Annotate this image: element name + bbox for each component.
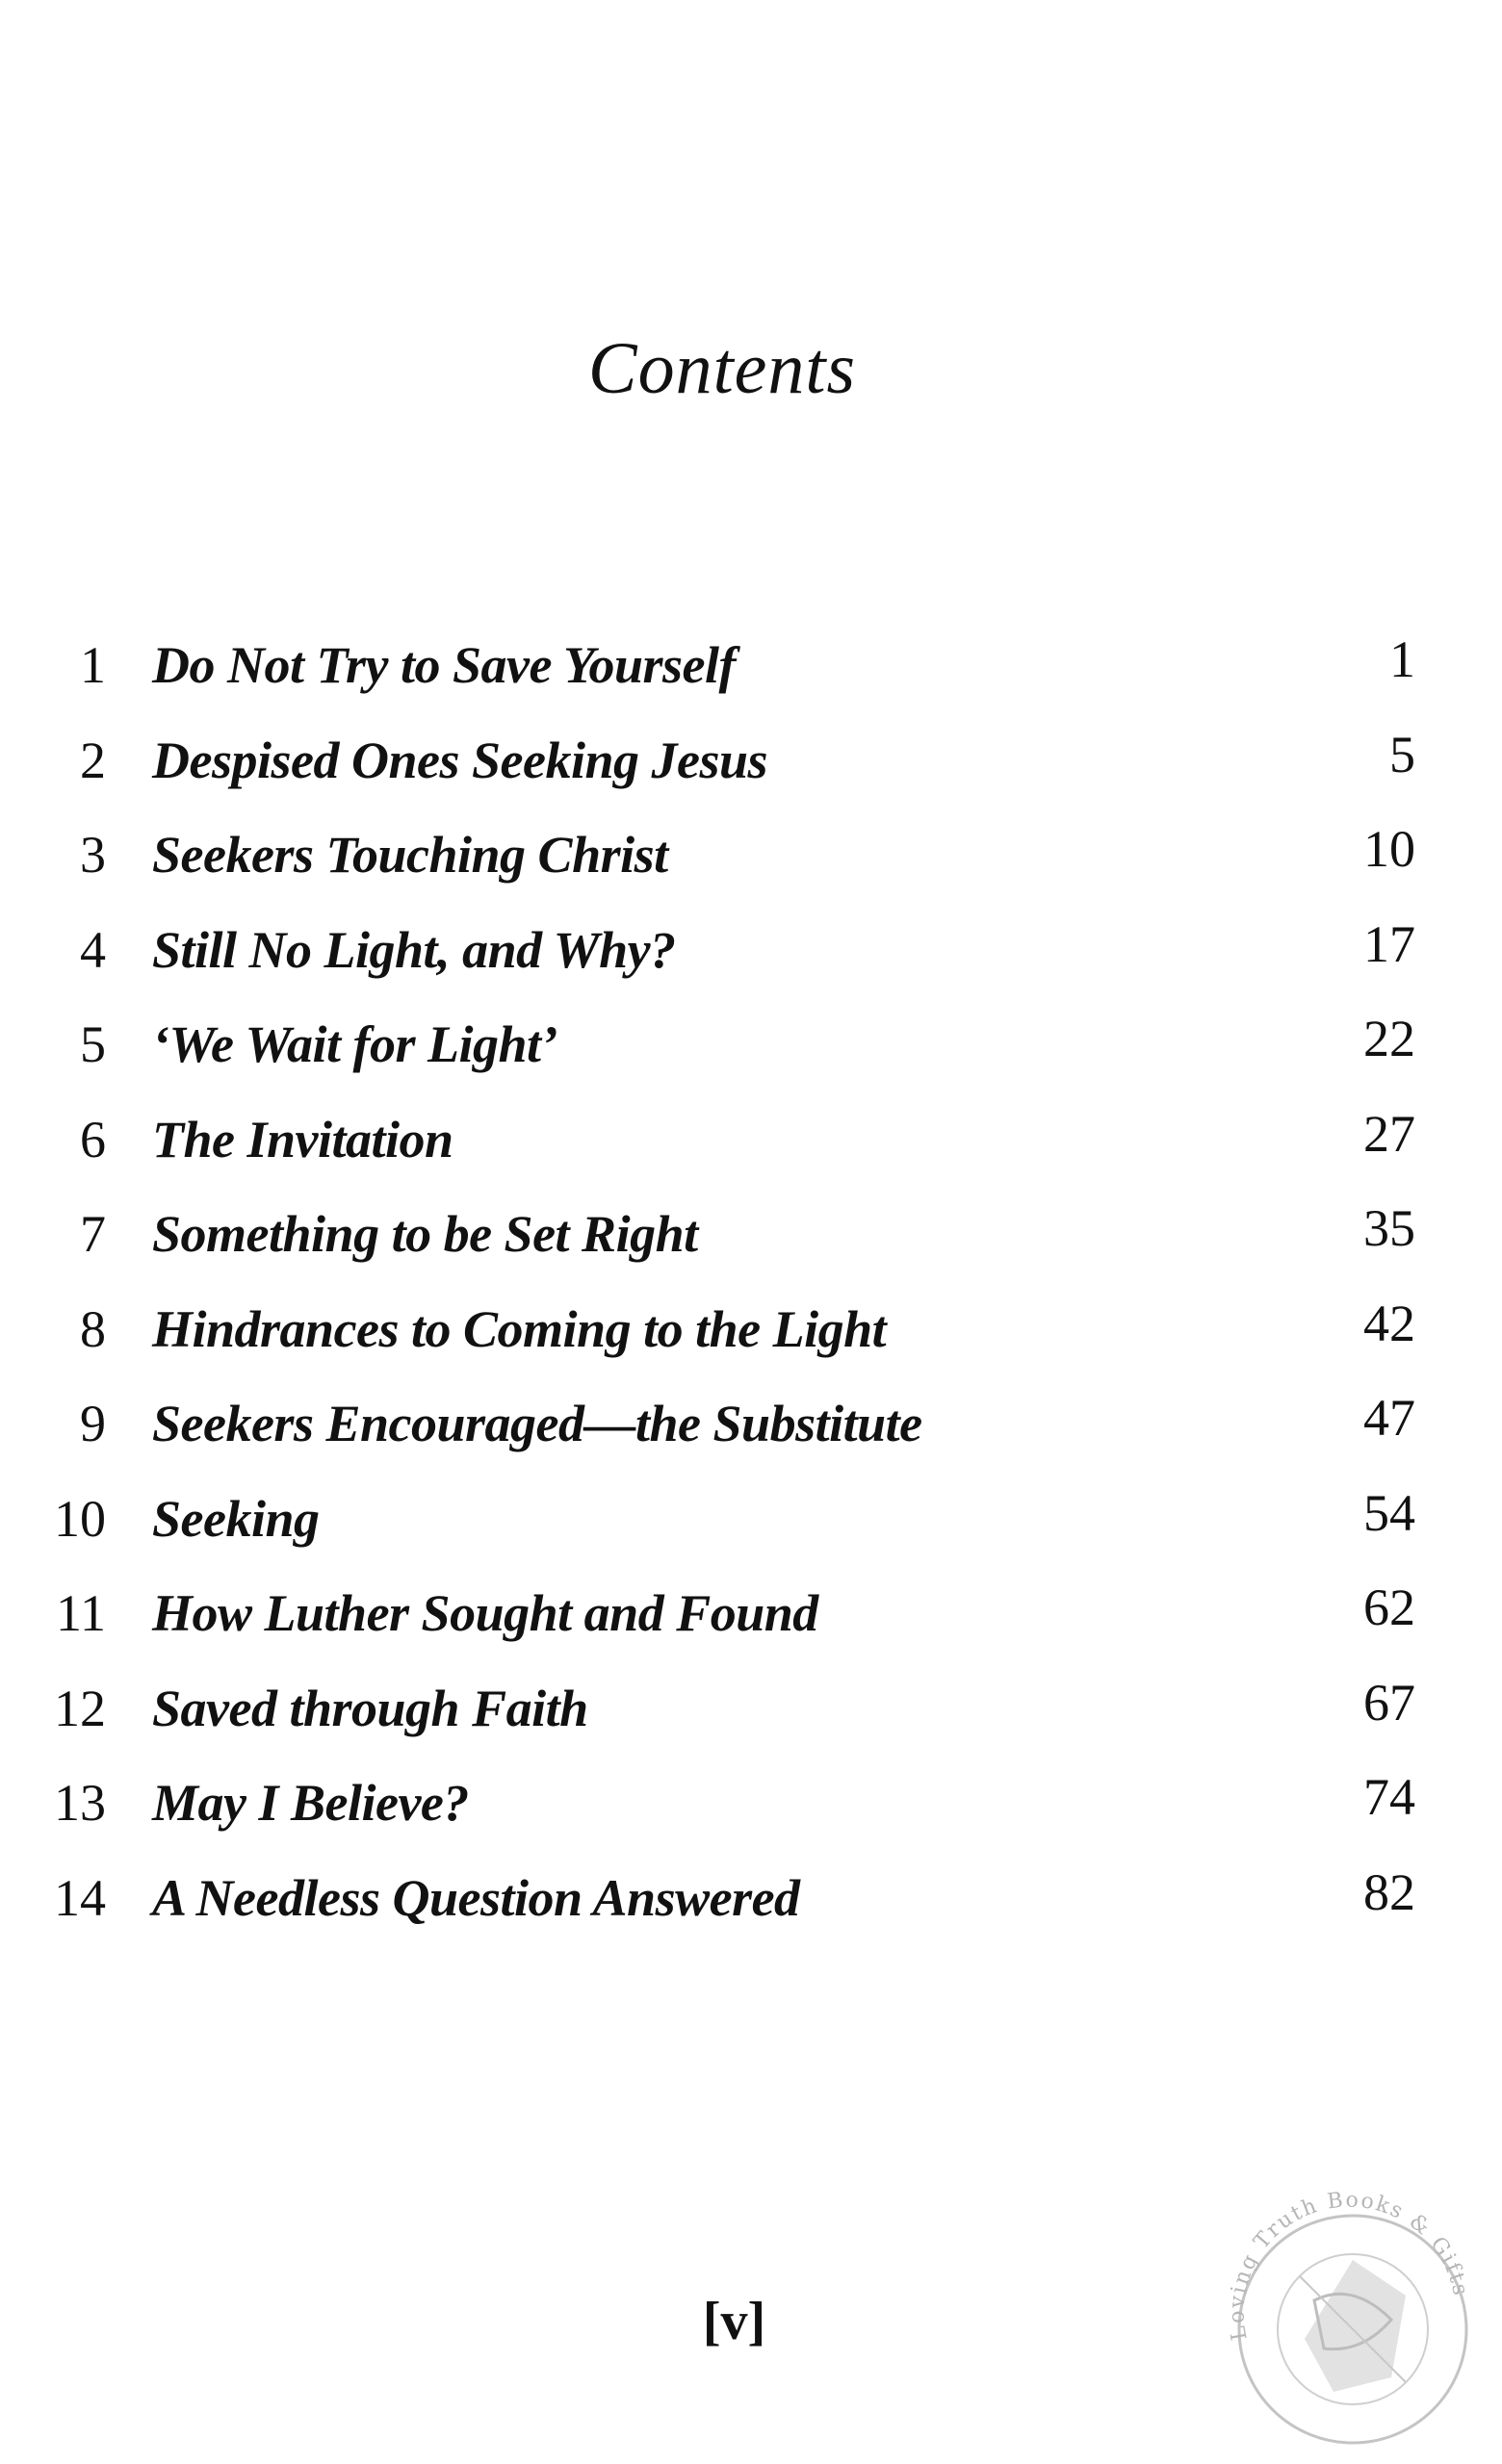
toc-entry-title: Do Not Try to Save Yourself [152,636,736,694]
page-folio: [v] [702,2292,766,2351]
toc-entry-number: 2 [80,731,106,789]
toc-entry-page: 17 [1363,914,1415,973]
toc-entry-12 [0,1673,1502,1774]
toc-entry-title: Despised Ones Seeking Jesus [152,731,768,789]
toc-entry-page: 74 [1363,1768,1415,1826]
toc-entry-6 [0,1104,1502,1205]
toc-entry-page: 62 [1363,1578,1415,1636]
table-of-contents [0,630,1502,1963]
toc-entry-title: Still No Light, and Why? [152,920,676,979]
toc-entry-title: Seeking [152,1489,320,1548]
toc-entry-title: Seekers Encouraged—the Substitute [152,1395,922,1452]
toc-entry-1 [0,630,1502,731]
svg-text:Loving Truth Books & Gifts: Loving Truth Books & Gifts [1225,2188,1473,2343]
toc-entry-page: 27 [1363,1104,1415,1163]
toc-entry-number: 12 [54,1679,106,1737]
page-title: Contents [587,328,857,409]
toc-entry-page: 42 [1363,1294,1415,1352]
seal-logo-icon [1208,2185,1497,2464]
toc-entry-title: Seekers Touching Christ [152,826,668,884]
toc-entry-number: 1 [80,636,106,694]
toc-entry-5 [0,1010,1502,1110]
toc-entry-number: 11 [56,1584,106,1642]
toc-entry-number: 10 [54,1489,106,1548]
toc-entry-number: 4 [80,920,106,979]
toc-entry-page: 1 [1389,630,1415,688]
toc-entry-page: 5 [1389,725,1415,783]
toc-entry-title: May I Believe? [152,1774,469,1832]
toc-entry-title: Saved through Faith [152,1679,588,1737]
toc-entry-number: 9 [80,1395,106,1452]
toc-entry-3 [0,820,1502,920]
toc-entry-8 [0,1294,1502,1395]
toc-entry-title: A Needless Question Answered [152,1868,800,1927]
toc-entry-page: 35 [1363,1199,1415,1257]
toc-entry-number: 8 [80,1299,106,1358]
toc-entry-10 [0,1483,1502,1584]
toc-entry-13 [0,1768,1502,1868]
toc-entry-14 [0,1862,1502,1964]
toc-entry-page: 67 [1363,1673,1415,1732]
toc-entry-11 [0,1578,1502,1679]
toc-entry-number: 5 [80,1015,106,1073]
toc-entry-title: Hindrances to Coming to the Light [152,1299,887,1358]
toc-entry-4 [0,914,1502,1015]
toc-entry-number: 7 [80,1205,106,1263]
toc-entry-7 [0,1199,1502,1299]
toc-entry-number: 13 [54,1774,106,1832]
toc-entry-page: 54 [1363,1483,1415,1542]
toc-entry-number: 3 [80,826,106,884]
toc-entry-page: 82 [1363,1862,1415,1921]
toc-entry-number: 14 [54,1868,106,1927]
toc-entry-number: 6 [80,1110,106,1168]
toc-entry-page: 22 [1363,1010,1415,1067]
toc-entry-title: How Luther Sought and Found [152,1584,818,1642]
toc-entry-title: The Invitation [152,1110,453,1168]
toc-entry-2 [0,725,1502,826]
toc-entry-page: 47 [1363,1389,1415,1447]
toc-entry-title: Something to be Set Right [152,1205,698,1263]
toc-entry-9 [0,1389,1502,1489]
toc-entry-title: ‘We Wait for Light’ [152,1015,557,1073]
toc-entry-page: 10 [1363,820,1415,878]
